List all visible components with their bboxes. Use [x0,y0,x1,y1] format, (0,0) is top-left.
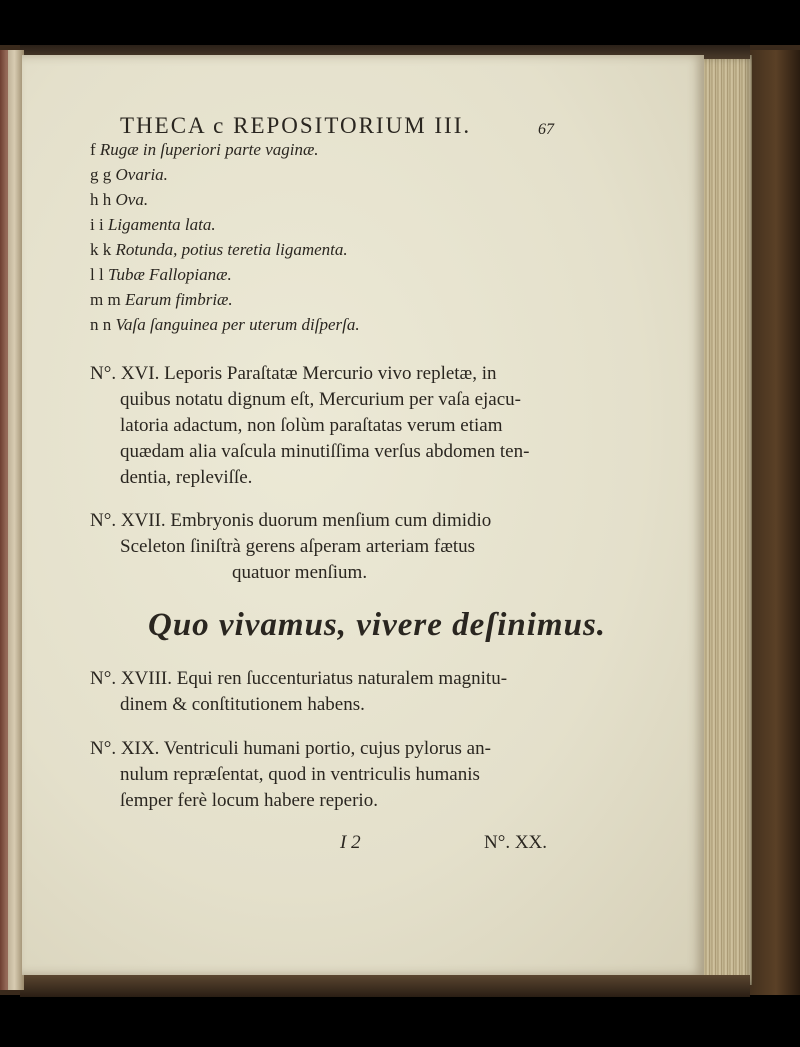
legend-item: l l Tubæ Fallopianæ. [90,265,232,284]
text-line: nulum repræſentat, quod in ventriculis humanis [120,764,480,785]
text-line: N°. XVII. Embryonis duorum menſium cum dimidio [90,510,492,531]
text-line: quatuor menſium. [232,562,368,583]
book-bottom-edge [20,975,750,997]
page-number: 67 [538,121,554,138]
running-header: THECA c REPOSITORIUM III. [120,113,472,138]
text-line: N°. XVIII. Equi ren ſuccenturiatus naturalem magnitu- [90,668,508,689]
text-line: latoria adactum, non ſolùm paraſtatas verum etiam [120,415,503,436]
text-line: Sceleton ſiniſtrà gerens aſperam arteriam fætus [120,536,476,557]
text-line: N°. XVI. Leporis Paraſtatæ Mercurio vivo repletæ, in [90,363,497,384]
text-line: quædam alia vaſcula minutiſſima verſus abdomen ten- [120,441,530,462]
catchword: N°. XX. [484,832,548,853]
spine-edge [0,50,8,990]
legend-item: m m Earum fimbriæ. [90,290,233,309]
legend-item: i i Ligamenta lata. [90,215,216,234]
legend-item: g g Ovaria. [90,165,168,184]
legend-item: n n Vaſa ſanguinea per uterum diſperſa. [90,315,360,334]
legend-item: f Rugæ in ſuperiori parte vaginæ. [90,140,319,159]
text-line: quibus notatu dignum eſt, Mercurium per vaſa ejacu- [120,389,521,410]
text-line: ſemper ferè locum habere reperio. [120,790,378,811]
text-line: dentia, repleviſſe. [120,467,253,488]
legend-item: k k Rotunda, potius teretia ligamenta. [90,240,348,259]
legend-item: h h Ova. [90,190,149,209]
motto: Quo vivamus, vivere deſinimus. [148,607,607,643]
text-line: N°. XIX. Ventriculi humani portio, cujus pylorus an- [90,738,491,759]
text-line: dinem & conſtitutionem habens. [120,694,365,715]
signature-mark: I 2 [340,832,361,853]
